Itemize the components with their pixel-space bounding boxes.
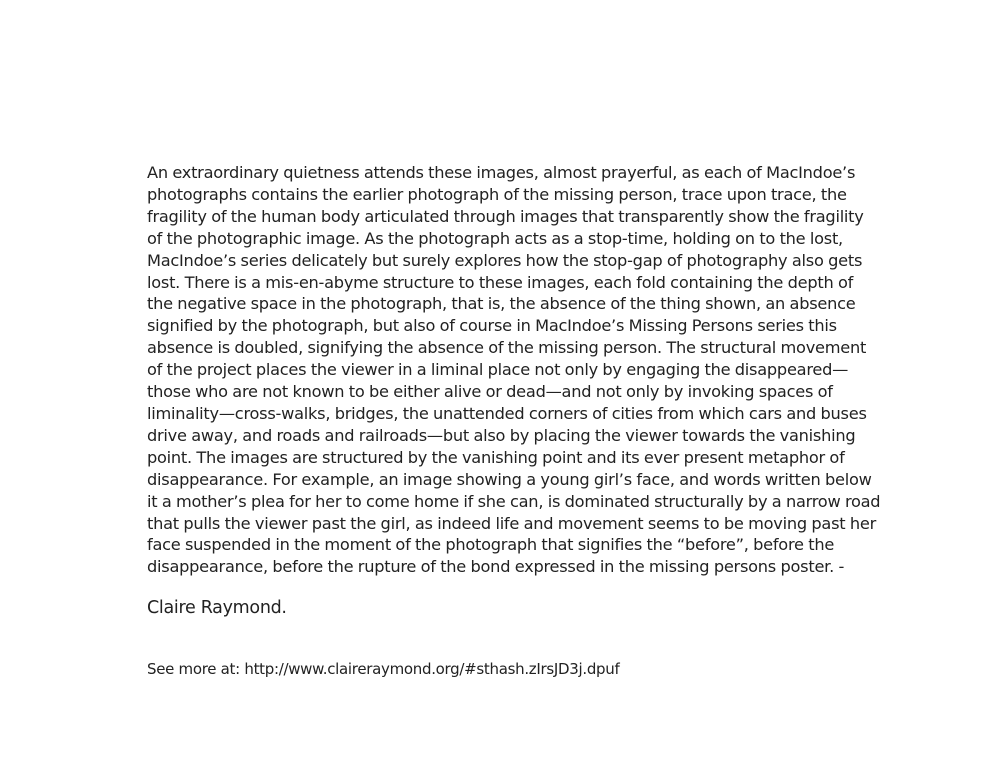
essay-line: the negative space in the photograph, that is, the absence of the thing shown, an absence [147,294,856,314]
essay-line: of the photographic image. As the photograph acts as a stop-time, holding on to the lost, [147,228,843,248]
essay-line: those who are not known to be either alive or dead—and not only by invoking spaces of [147,382,833,402]
essay-line: that pulls the viewer past the girl, as indeed life and movement seems to be moving past her [147,513,876,533]
essay-line: it a mother’s plea for her to come home if she can, is dominated structurally by a narrow road [147,491,881,511]
essay-line: disappearance, before the rupture of the bond expressed in the missing persons poster. - [147,557,845,577]
essay-line: absence is doubled, signifying the absence of the missing person. The structural movement [147,338,867,358]
essay-line: disappearance. For example, an image showing a young girl’s face, and words written below [147,469,872,489]
essay-line: of the project places the viewer in a liminal place not only by engaging the disappeared— [147,360,849,380]
essay-line: liminality—cross-walks, bridges, the unattended corners of cities from which cars and buses [147,403,867,423]
see-more-link-text: See more at: http://www.claireraymond.org/#sthash.zIrsJD3j.dpuf [147,660,620,678]
essay-line: lost. There is a mis-en-abyme structure to these images, each fold containing the depth of [147,272,854,292]
essay-line: signified by the photograph, but also of course in MacIndoe’s Missing Persons series this [147,316,837,336]
essay-line: fragility of the human body articulated through images that transparently show the fragility [147,206,864,226]
author-signature: Claire Raymond. [147,598,287,618]
essay-line: point. The images are structured by the vanishing point and its ever present metaphor of [147,447,845,467]
essay-line: drive away, and roads and railroads—but also by placing the viewer towards the vanishing [147,425,856,445]
essay-paragraph [147,162,887,578]
essay-line: face suspended in the moment of the photograph that signifies the “before”, before the [147,535,835,555]
essay-line: An extraordinary quietness attends these images, almost prayerful, as each of MacIndoe’s [147,163,856,182]
essay-line: MacIndoe’s series delicately but surely explores how the stop-gap of photography also gets [147,250,863,270]
essay-line: photographs contains the earlier photograph of the missing person, trace upon trace, the [147,184,847,204]
